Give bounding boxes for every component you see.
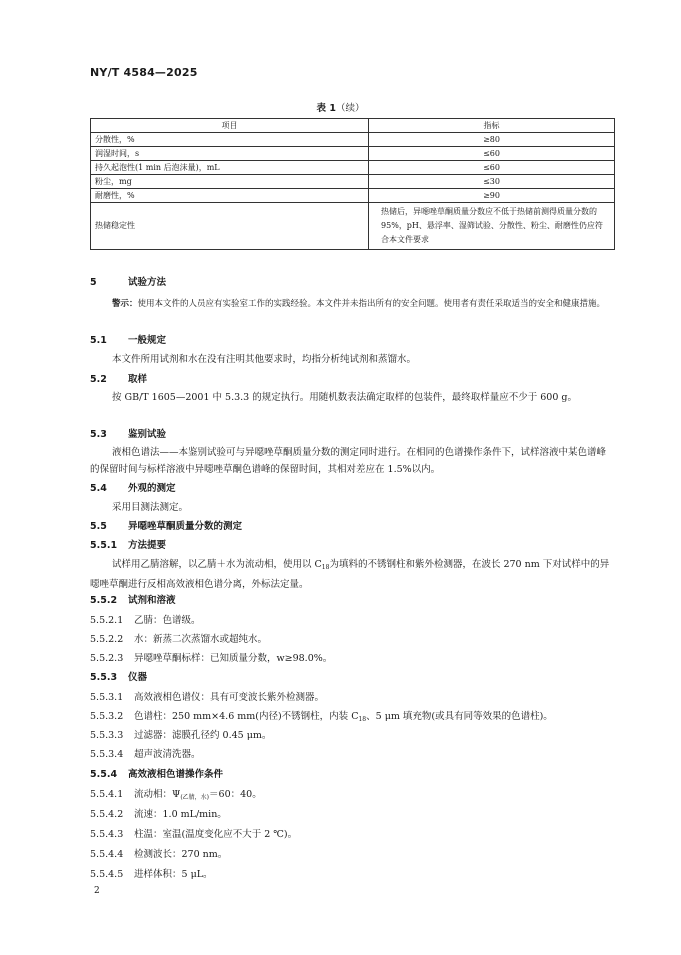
table-row [91, 189, 615, 203]
list-item [90, 652, 332, 666]
warning-label: 警示： [112, 299, 138, 309]
item-text: 流速：1.0 mL/min。 [134, 809, 227, 820]
spec-table [90, 118, 615, 250]
table-caption-label: 表 1 [316, 103, 336, 114]
item-text: 过滤器：滤膜孔径约 0.45 μm。 [134, 730, 272, 741]
table-cell-item: 热储稳定性 [91, 203, 369, 250]
table-row [91, 175, 615, 189]
section-number: 5.5 [90, 521, 107, 532]
text-run: 试样用乙腈溶解，以乙腈＋水为流动相，使用以 C [112, 559, 322, 570]
item-text: 超声波清洗器。 [134, 749, 201, 760]
item-number: 5.5.4.5 [90, 869, 124, 880]
table-cell-item: 分散性，% [91, 133, 369, 147]
list-item [90, 848, 227, 862]
item-number: 5.5.3.1 [90, 692, 124, 703]
section-number: 5.4 [90, 483, 107, 494]
text-run: 为填料的不锈钢柱和紫外检测器，在波长 270 nm 下对试样中的异噁唑草酮进行反相高效液相色谱分离，外标法定量。 [90, 559, 610, 590]
list-item [90, 828, 297, 842]
section-title: 方法提要 [128, 540, 167, 551]
paragraph [90, 556, 615, 593]
table-cell-item: 粉尘，mg [91, 175, 369, 189]
page-number: 2 [94, 886, 100, 896]
subscript: 18 [321, 564, 330, 571]
list-item [90, 748, 201, 762]
item-number: 5.5.4.4 [90, 849, 124, 860]
table-cell-item: 耐磨性，% [91, 189, 369, 203]
warning-text: 使用本文件的人员应有实验室工作的实践经验。本文件并未指出所有的安全问题。使用者有责任采取适当的安全和健康措施。 [137, 299, 606, 309]
table-header-value: 指标 [369, 119, 615, 133]
section-number: 5.3 [90, 429, 107, 440]
list-item [90, 710, 553, 727]
standard-number: NY/T 4584—2025 [90, 66, 198, 79]
table-caption-continued: （续） [335, 103, 365, 114]
table-cell-item: 持久起泡性(1 min 后泡沫量)，mL [91, 161, 369, 175]
subscript: (乙腈，水) [180, 794, 210, 801]
table-cell-value: 热储后，异噁唑草酮质量分数应不低于热储前测得质量分数的 95%，pH、悬浮率、湿筛试验、分散性、粉尘、耐磨性仍应符合本文件要求 [369, 203, 615, 250]
section-number: 5.5.1 [90, 540, 118, 551]
item-text: 水：新蒸二次蒸馏水或超纯水。 [134, 634, 268, 645]
paragraph: 采用目测法测定。 [112, 502, 189, 513]
item-number: 5.5.4.1 [90, 789, 124, 800]
table-row [91, 203, 615, 250]
item-number: 5.5.3.2 [90, 711, 124, 722]
section-heading [90, 539, 166, 553]
item-text: 进样体积：5 μL。 [134, 869, 213, 880]
item-number: 5.5.4.3 [90, 829, 124, 840]
item-text: 、5 μm 填充物(或具有同等效果的色谱柱)。 [366, 711, 553, 722]
section-number: 5.1 [90, 335, 107, 346]
section-heading [90, 373, 147, 387]
section-title: 取样 [128, 374, 148, 385]
warning-paragraph [90, 296, 615, 313]
section-title: 鉴别试验 [128, 429, 167, 440]
item-number: 5.5.3.4 [90, 749, 124, 760]
subscript: 18 [358, 716, 367, 723]
section-number: 5.5.3 [90, 672, 118, 683]
item-text: 流动相：Ψ [134, 789, 181, 800]
item-text: ＝60：40。 [209, 789, 262, 800]
table-cell-value: ≤60 [369, 161, 615, 175]
table-cell-value: ≤30 [369, 175, 615, 189]
table-header-row [91, 119, 615, 133]
section-number: 5.5.4 [90, 769, 118, 780]
section-heading [90, 428, 166, 442]
item-text: 色谱柱：250 mm×4.6 mm(内径)不锈钢柱，内装 C [134, 711, 359, 722]
section-title: 试剂和溶液 [128, 595, 176, 606]
section-heading [90, 334, 166, 348]
item-number: 5.5.2.1 [90, 615, 124, 626]
paragraph: 液相色谱法——本鉴别试验可与异噁唑草酮质量分数的测定同时进行。在相同的色谱操作条件下，试样溶液中某色谱峰的保留时间与标样溶液中异噁唑草酮色谱峰的保留时间，其相对差应在 1.5%以内。 [90, 447, 607, 475]
table-cell-value: ≥80 [369, 133, 615, 147]
section-number: 5.5.2 [90, 595, 118, 606]
list-item [90, 691, 324, 705]
table-header-item: 项目 [91, 119, 369, 133]
table-cell-item: 润湿时间，s [91, 147, 369, 161]
list-item [90, 808, 227, 822]
table-row [91, 133, 615, 147]
item-text: 检测波长：270 nm。 [134, 849, 228, 860]
section-heading [90, 276, 166, 290]
paragraph: 本文件所用试剂和水在没有注明其他要求时，均指分析纯试剂和蒸馏水。 [112, 354, 417, 365]
item-number: 5.5.3.3 [90, 730, 124, 741]
section-title: 试验方法 [128, 277, 167, 288]
list-item [90, 614, 201, 628]
section-title: 一般规定 [128, 335, 167, 346]
section-heading [90, 671, 147, 685]
list-item [90, 633, 267, 647]
item-text: 异噁唑草酮标样：已知质量分数，w≥98.0%。 [134, 653, 333, 664]
section-heading [90, 594, 176, 608]
table-row [91, 161, 615, 175]
list-item [90, 868, 213, 882]
table-cell-value: ≥90 [369, 189, 615, 203]
section-title: 高效液相色谱操作条件 [128, 769, 224, 780]
section-heading [90, 520, 242, 534]
item-text: 柱温：室温(温度变化应不大于 2 ℃)。 [134, 829, 298, 840]
section-number: 5 [90, 277, 97, 288]
section-title: 外观的测定 [128, 483, 176, 494]
table-row [91, 147, 615, 161]
item-number: 5.5.4.2 [90, 809, 124, 820]
section-title: 异噁唑草酮质量分数的测定 [128, 521, 243, 532]
item-number: 5.5.2.3 [90, 653, 124, 664]
list-item [90, 788, 262, 805]
item-text: 乙腈：色谱级。 [134, 615, 201, 626]
section-number: 5.2 [90, 374, 107, 385]
list-item [90, 729, 271, 743]
section-heading [90, 482, 176, 496]
table-cell-value: ≤60 [369, 147, 615, 161]
item-number: 5.5.2.2 [90, 634, 124, 645]
table-caption [0, 100, 681, 114]
item-text: 高效液相色谱仪：具有可变波长紫外检测器。 [134, 692, 325, 703]
paragraph: 按 GB/T 1605—2001 中 5.3.3 的规定执行。用随机数表法确定取样的包装件，最终取样量应不少于 600 g。 [112, 392, 577, 403]
section-heading [90, 768, 223, 782]
section-title: 仪器 [128, 672, 148, 683]
